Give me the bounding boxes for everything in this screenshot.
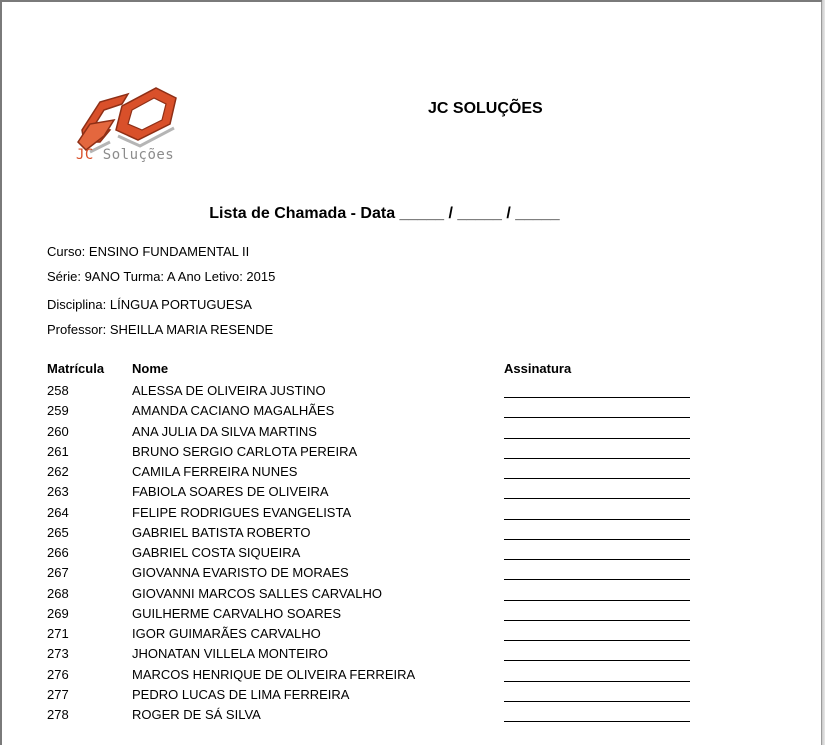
- column-header-nome: Nome: [132, 361, 169, 376]
- student-nome: AMANDA CACIANO MAGALHÃES: [132, 403, 335, 419]
- student-nome: JHONATAN VILLELA MONTEIRO: [132, 646, 329, 662]
- student-nome: ALESSA DE OLIVEIRA JUSTINO: [132, 383, 326, 398]
- table-row: [2, 606, 825, 626]
- signature-line: [504, 478, 690, 479]
- student-matricula: 273: [47, 646, 69, 662]
- student-matricula: 277: [47, 686, 69, 702]
- student-matricula: 262: [47, 464, 69, 479]
- student-nome: GUILHERME CARVALHO SOARES: [132, 605, 342, 621]
- student-matricula: 266: [47, 545, 69, 560]
- student-matricula: 265: [47, 524, 69, 540]
- signature-line: [504, 539, 690, 540]
- company-name: JC SOLUÇÕES: [428, 100, 543, 117]
- signature-line: [504, 640, 690, 641]
- table-row: [2, 505, 825, 525]
- student-matricula: 267: [47, 565, 69, 581]
- student-matricula: 278: [47, 707, 69, 722]
- signature-line: [504, 579, 690, 580]
- signature-line: [504, 620, 690, 621]
- signature-line: [504, 701, 690, 702]
- student-nome: ANA JULIA DA SILVA MARTINS: [132, 423, 317, 439]
- table-row: [2, 424, 825, 444]
- signature-line: [504, 600, 690, 601]
- student-matricula: 264: [47, 504, 69, 520]
- table-row: [2, 383, 825, 403]
- column-header-matricula: Matrícula: [47, 361, 105, 376]
- student-matricula: 269: [47, 605, 69, 621]
- student-matricula: 261: [47, 443, 69, 459]
- student-nome: GABRIEL BATISTA ROBERTO: [132, 524, 311, 540]
- table-row: [2, 626, 825, 646]
- signature-line: [504, 681, 690, 682]
- table-row: [2, 707, 825, 727]
- table-row: [2, 464, 825, 484]
- student-nome: GIOVANNA EVARISTO DE MORAES: [132, 565, 349, 581]
- info-professor: Professor: SHEILLA MARIA RESENDE: [47, 322, 274, 337]
- student-matricula: 268: [47, 585, 69, 601]
- student-nome: BRUNO SERGIO CARLOTA PEREIRA: [132, 443, 358, 459]
- student-nome: FELIPE RODRIGUES EVANGELISTA: [132, 504, 352, 520]
- logo-text-prefix: JC: [76, 147, 94, 163]
- student-nome: IGOR GUIMARÃES CARVALHO: [132, 626, 321, 641]
- table-row: [2, 545, 825, 565]
- signature-line: [504, 397, 690, 398]
- student-nome: GABRIEL COSTA SIQUEIRA: [132, 545, 301, 560]
- student-matricula: 263: [47, 484, 69, 500]
- student-nome: GIOVANNI MARCOS SALLES CARVALHO: [132, 585, 382, 601]
- table-row: [2, 525, 825, 545]
- student-nome: ROGER DE SÁ SILVA: [132, 707, 261, 722]
- info-serie: Série: 9ANO Turma: A Ano Letivo: 2015: [47, 269, 276, 284]
- document-title: Lista de Chamada - Data _____ / _____ / _____: [209, 205, 560, 222]
- student-nome: MARCOS HENRIQUE DE OLIVEIRA FERREIRA: [132, 666, 416, 682]
- logo-text: [76, 147, 174, 163]
- signature-line: [504, 660, 690, 661]
- table-row: [2, 667, 825, 687]
- logo-text-suffix: Soluções: [102, 147, 175, 163]
- table-row: [2, 403, 825, 423]
- student-matricula: 260: [47, 423, 69, 439]
- info-curso: Curso: ENSINO FUNDAMENTAL II: [47, 244, 250, 259]
- student-nome: CAMILA FERREIRA NUNES: [132, 464, 298, 479]
- student-nome: FABIOLA SOARES DE OLIVEIRA: [132, 484, 329, 500]
- signature-line: [504, 417, 690, 418]
- signature-line: [504, 458, 690, 459]
- student-nome: PEDRO LUCAS DE LIMA FERREIRA: [132, 686, 350, 702]
- signature-line: [504, 438, 690, 439]
- student-matricula: 276: [47, 666, 69, 682]
- signature-line: [504, 559, 690, 560]
- table-row: [2, 444, 825, 464]
- table-row: [2, 586, 825, 606]
- column-header-assinatura: Assinatura: [504, 361, 572, 376]
- signature-line: [504, 519, 690, 520]
- table-row: [2, 687, 825, 707]
- student-matricula: 259: [47, 403, 69, 419]
- table-row: [2, 565, 825, 585]
- student-matricula: 258: [47, 383, 69, 398]
- table-row: [2, 484, 825, 504]
- signature-line: [504, 721, 690, 722]
- signature-line: [504, 498, 690, 499]
- student-matricula: 271: [47, 626, 69, 641]
- table-row: [2, 646, 825, 666]
- info-disciplina: Disciplina: LÍNGUA PORTUGUESA: [47, 297, 252, 312]
